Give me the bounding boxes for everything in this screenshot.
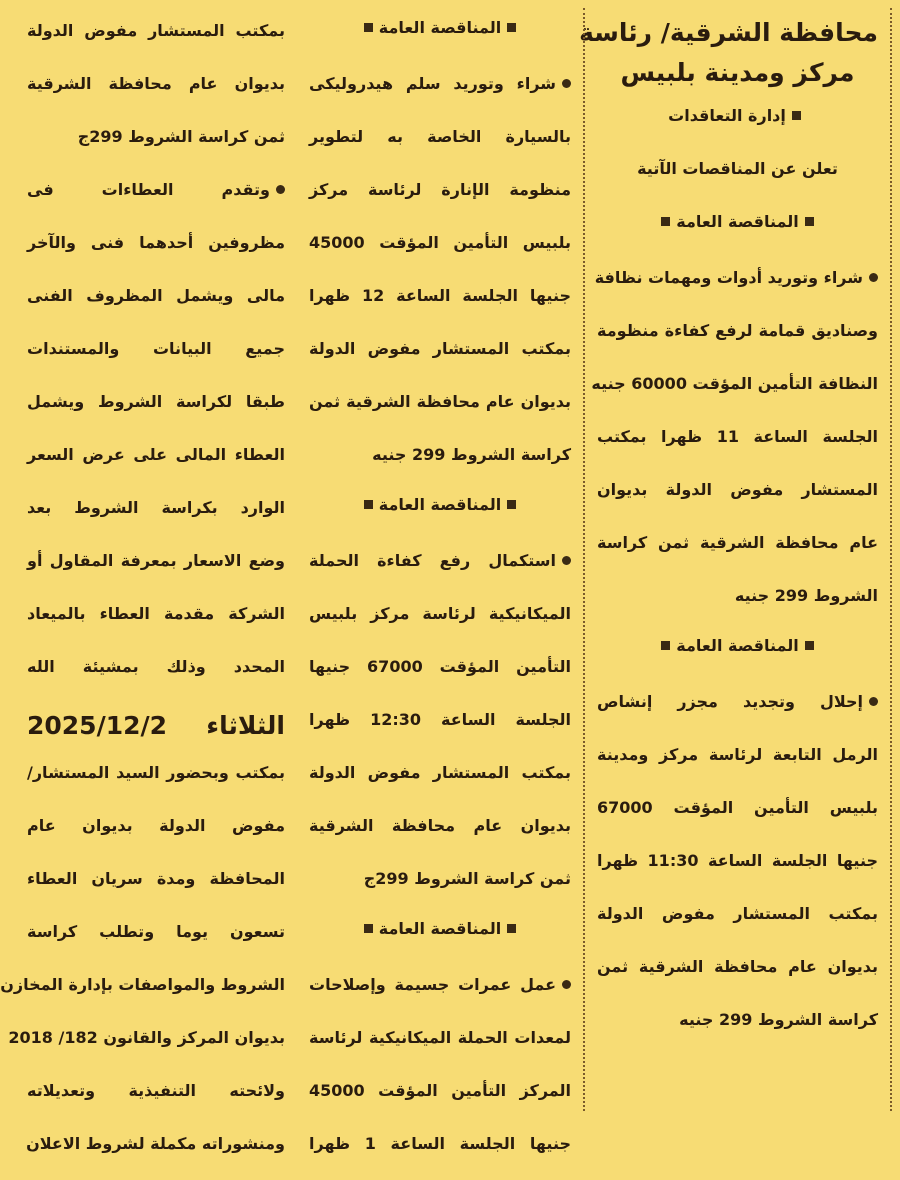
body-line: المحافظة ومدة سريان العطاء [27,869,285,888]
square-bullet-icon [792,111,801,120]
tender-2-line: بمكتب المستشار مفوض الدولة [597,904,878,923]
tender-2-line: الرمل التابعة لرئاسة مركز ومدينة [597,745,878,764]
tender-4-line: بديوان عام محافظة الشرقية [309,816,571,835]
tender-3-line: كراسة الشروط 299 جنيه [372,445,571,464]
body-line: الشركة مقدمة العطاء بالميعاد [27,604,285,623]
tender-1-line: وصناديق قمامة لرفع كفاءة منظومة [597,321,878,340]
square-bullet-icon [805,641,814,650]
tender-2-line: بديوان عام محافظة الشرقية ثمن [597,957,878,976]
body-line: مظروفين أحدهما فنى والآخر [27,233,285,252]
round-bullet-icon [562,79,571,88]
body-line: طبقا لكراسة الشروط ويشمل [27,392,285,411]
body-line: بديوان المركز والقانون 182/ 2018 [8,1028,285,1047]
session-date [27,703,285,756]
tender-4-line: الجلسة الساعة 12:30 ظهرا [309,710,572,729]
body-line: بمكتب المستشار مفوض الدولة [27,21,285,40]
body-line: الوارد بكراسة الشروط بعد [27,498,285,517]
tender-3-line: بلبيس التأمين المؤقت 45000 [309,233,571,252]
tender-1-line: المستشار مفوض الدولة بديوان [597,480,878,499]
body-line: وضع الاسعار بمعرفة المقاول أو [27,551,285,570]
body-line: العطاء المالى على عرض السعر [27,445,285,464]
tender-4-line: ثمن كراسة الشروط 299ج [363,869,571,888]
round-bullet-icon [562,556,571,565]
round-bullet-icon [276,185,285,194]
tender-3-line: بمكتب المستشار مفوض الدولة [309,339,571,358]
announce-line: تعلن عن المناقصات الآتية [637,159,838,178]
square-bullet-icon [364,500,373,509]
round-bullet-icon [869,697,878,706]
body-line: بديوان عام محافظة الشرقية [27,74,285,93]
body-line: مالى ويشمل المظروف الفنى [27,286,285,305]
column-middle [297,8,585,1153]
square-bullet-icon [661,217,670,226]
body-line: ثمن كراسة الشروط 299ج [77,127,285,146]
body-line: ومنشوراته مكملة لشروط الاعلان [26,1134,285,1153]
tender-5-header: المناقصة العامة [309,915,571,968]
square-bullet-icon [661,641,670,650]
body-line: جميع البيانات والمستندات [27,339,285,358]
column-left [0,8,297,1153]
tender-3-line: بالسيارة الخاصة به لتطوير [309,127,571,146]
tender-4-line: التأمين المؤقت 67000 جنيها [309,657,572,676]
tender-2-header: المناقصة العامة [597,632,878,685]
body-line: مفوض الدولة بديوان عام [27,816,285,835]
tender-3-line: بديوان عام محافظة الشرقية ثمن [309,392,571,411]
tender-5-line: عمل عمرات جسيمة وإصلاحات [309,968,571,1021]
header-dept: إدارة التعاقدات [597,102,878,155]
body-line: تسعون يوما وتطلب كراسة [27,922,285,941]
tender-3-line: شراء وتوريد سلم هيدروليكى [309,67,571,120]
tender-2-line: بلبيس التأمين المؤقت 67000 [597,798,878,817]
tender-2-line: جنيها الجلسة الساعة 11:30 ظهرا [597,851,879,870]
title-city: مركز ومدينة بلبيس [620,58,855,87]
tender-3-header: المناقصة العامة [309,14,571,67]
tender-4-line: بمكتب المستشار مفوض الدولة [309,763,571,782]
date-day: الثلاثاء [206,711,285,740]
square-bullet-icon [507,924,516,933]
tender-4-line: استكمال رفع كفاءة الحملة [309,544,571,597]
date-value: 2025/12/2 [27,711,168,740]
tender-1-line: الجلسة الساعة 11 ظهرا بمكتب [597,427,879,446]
square-bullet-icon [364,924,373,933]
square-bullet-icon [364,23,373,32]
tender-1-line: شراء وتوريد أدوات ومهمات نظافة [597,261,878,314]
tender-3-line: منظومة الإنارة لرئاسة مركز [309,180,571,199]
tender-1-line: النظافة التأمين المؤقت 60000 جنيه [591,374,878,393]
column-right [579,8,892,1111]
tender-5-line: لمعدات الحملة الميكانيكية لرئاسة [309,1028,571,1047]
tender-1-line: عام محافظة الشرقية ثمن كراسة [597,533,878,552]
body-line: المحدد وذلك بمشيئة الله [27,657,285,676]
square-bullet-icon [805,217,814,226]
title-governorate: محافظة الشرقية/ رئاسة [579,18,878,47]
square-bullet-icon [507,500,516,509]
body-line: ولائحته التنفيذية وتعديلاته [27,1081,285,1100]
tender-1-line: الشروط 299 جنيه [734,586,878,605]
body-line: الشروط والمواصفات بإدارة المخازن [0,975,285,994]
tender-4-header: المناقصة العامة [309,491,571,544]
body-line: بمكتب وبحضور السيد المستشار/ [27,763,285,782]
tender-1-header: المناقصة العامة [597,208,878,261]
tender-5-line: جنيها الجلسة الساعة 1 ظهرا [309,1134,572,1153]
tender-2-line: إحلال وتجديد مجزر إنشاص [597,685,878,738]
body-line: وتقدم العطاءات فى [27,173,285,226]
tender-5-line: المركز التأمين المؤقت 45000 [309,1081,571,1100]
tender-2-line: كراسة الشروط 299 جنيه [679,1010,878,1029]
round-bullet-icon [869,273,878,282]
round-bullet-icon [562,980,571,989]
tender-4-line: الميكانيكية لرئاسة مركز بلبيس [309,604,571,623]
tender-3-line: جنيها الجلسة الساعة 12 ظهرا [309,286,572,305]
square-bullet-icon [507,23,516,32]
